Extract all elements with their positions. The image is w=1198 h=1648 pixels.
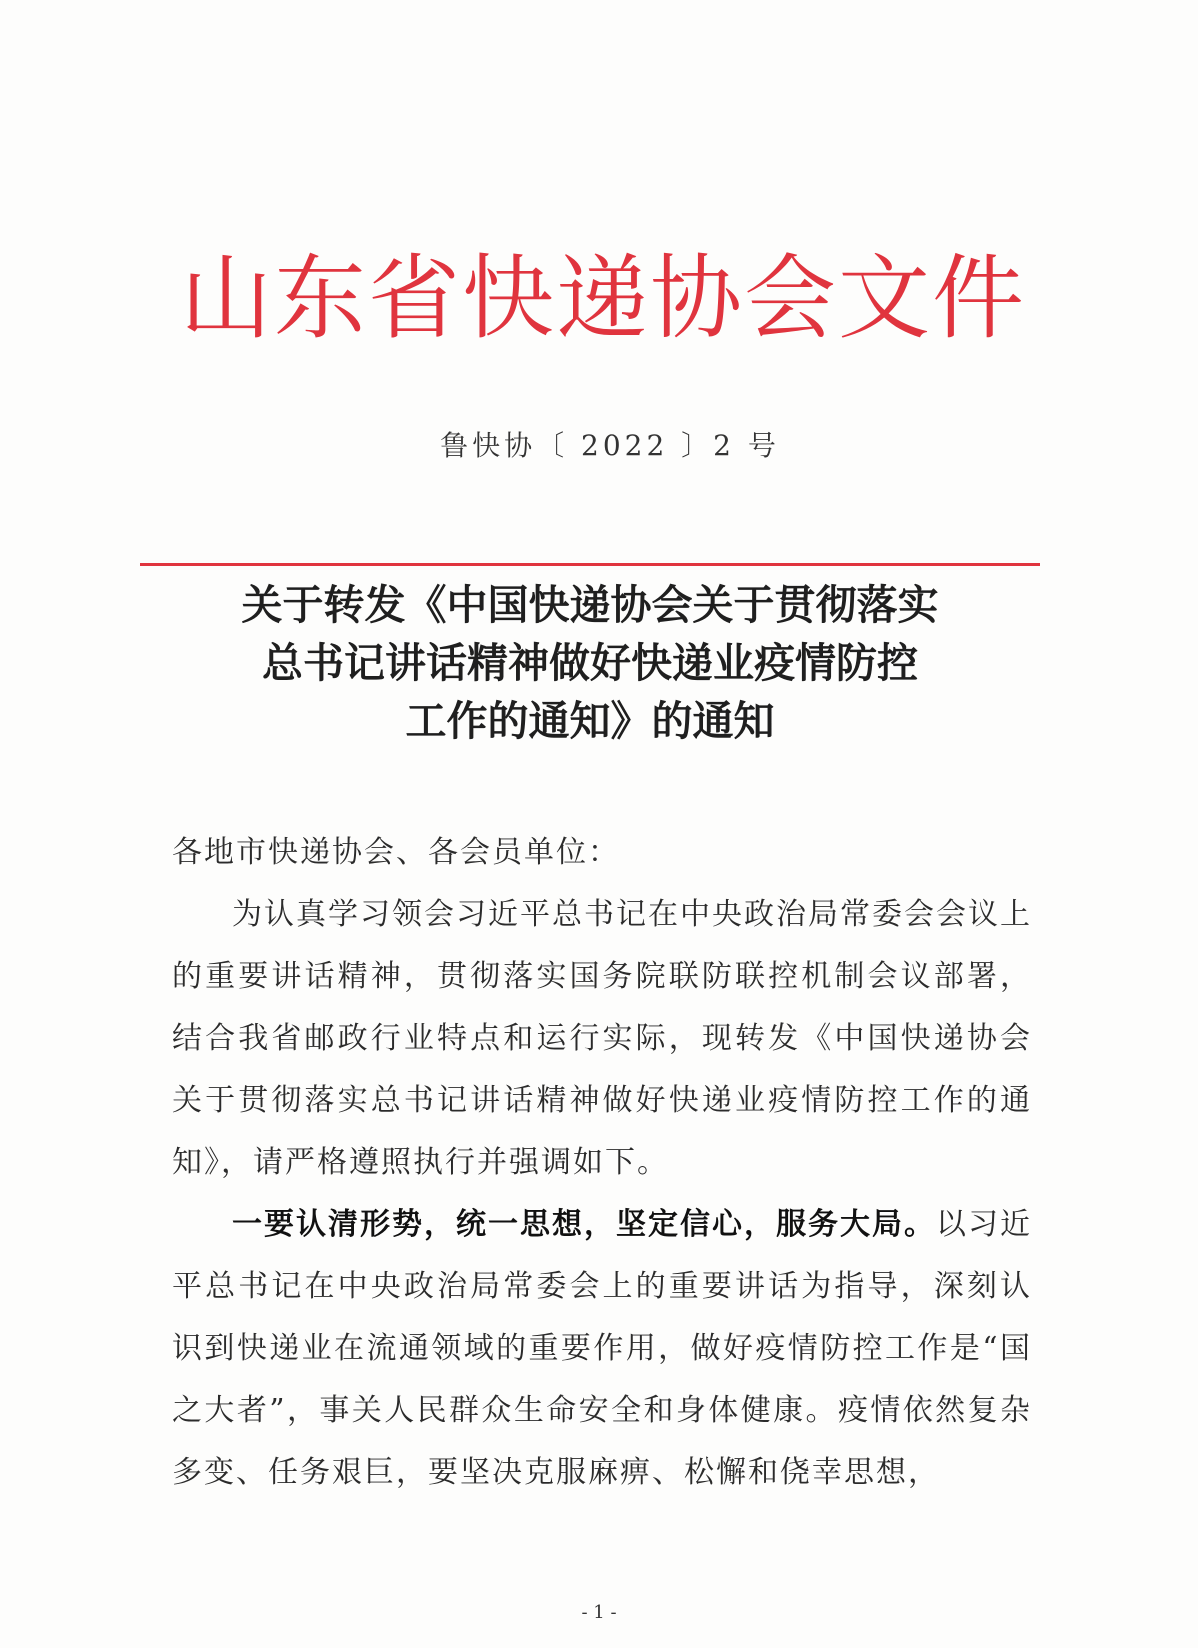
body-text <box>172 822 1032 1504</box>
salutation: 各地市快递协会、各会员单位： <box>172 835 620 870</box>
red-separator-line <box>140 563 1040 566</box>
notice-title <box>150 576 1030 750</box>
page-number: - 1 - <box>581 1602 617 1623</box>
title-line-1: 关于转发《中国快递协会关于贯彻落实 <box>241 581 939 629</box>
masthead-title: 山东省快递协会文件 <box>180 245 1027 352</box>
title-line-3: 工作的通知》的通知 <box>405 697 775 745</box>
title-line-2: 总书记讲话精神做好快递业疫情防控 <box>262 639 918 687</box>
paragraph-point-one <box>172 1194 1032 1504</box>
paragraph-point-one-heading: 一要认清形势，统一思想，坚定信心，服务大局。 <box>232 1207 936 1242</box>
paragraph-intro: 为认真学习领会习近平总书记在中央政治局常委会会议上的重要讲话精神，贯彻落实国务院联防联控机制会议部署，结合我省邮政行业特点和运行实际，现转发《中国快递协会关于贯彻落实总书记讲话精神做好快递业疫情防控工作的通知》，请严格遵照执行并强调如下。 <box>172 897 1032 1180</box>
paragraph-point-one-text: 以习近平总书记在中央政治局常委会上的重要讲话为指导，深刻认识到快递业在流通领域的重要作用，做好疫情防控工作是“国之大者”，事关人民群众生命安全和身体健康。疫情依然复杂多变、任务艰巨，要坚决克服麻痹、松懈和侥幸思想， <box>172 1207 1032 1490</box>
document-number: 鲁快协〔 2022 〕2 号 <box>440 429 780 462</box>
